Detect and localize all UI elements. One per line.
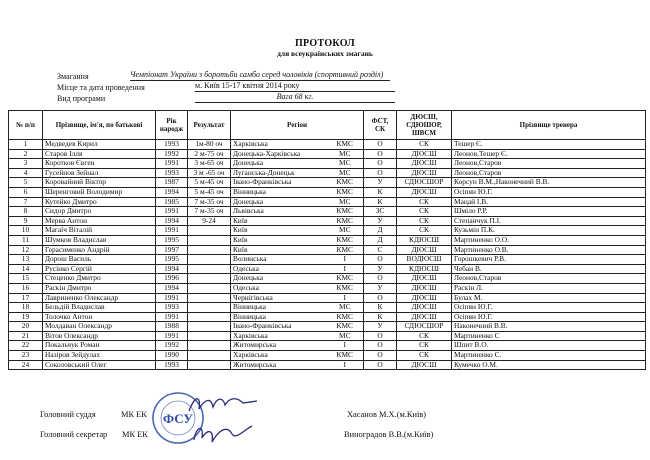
cell-school: СК	[397, 341, 452, 351]
cell-result	[188, 331, 231, 341]
cell-year: 1996	[156, 274, 188, 284]
cell-name: Стеценко Дмитро	[43, 274, 156, 284]
table-row	[9, 351, 646, 361]
cell-num: 5	[9, 178, 43, 188]
cell-num: 4	[9, 168, 43, 178]
cell-num: 3	[9, 159, 43, 169]
cell-rank: І	[327, 341, 364, 351]
cell-result: 5 м-45 оч	[188, 187, 231, 197]
cell-num: 1	[9, 140, 43, 150]
results-table	[8, 110, 646, 370]
cell-num: 16	[9, 283, 43, 293]
cell-region: Київ	[231, 216, 327, 226]
cell-year: 1988	[156, 322, 188, 332]
cell-year: 1991	[156, 312, 188, 322]
cell-coach: Наконечний В.В.	[452, 322, 646, 332]
cell-region: Донецька	[231, 159, 327, 169]
cell-result	[188, 322, 231, 332]
cell-name: Коровайний Віктор	[43, 178, 156, 188]
cell-fst: У	[364, 178, 397, 188]
cell-result	[188, 255, 231, 265]
table-row	[9, 187, 646, 197]
cell-school: ДЮСШ	[397, 303, 452, 313]
cell-region: Луганська-Донецьк	[231, 168, 327, 178]
cell-name: Герасименко Андрій	[43, 245, 156, 255]
cell-coach: Корсун В.М.,Наконечний В.В.	[452, 178, 646, 188]
cell-region: Харківська	[231, 331, 327, 341]
cell-fst: О	[364, 168, 397, 178]
cell-fst: О	[364, 360, 397, 370]
competition-label: Змагання	[57, 72, 89, 81]
cell-name: Лавриненко Олександр	[43, 293, 156, 303]
cell-fst: К	[364, 197, 397, 207]
judge-category: МК ЕК	[121, 410, 147, 419]
cell-rank: КМС	[327, 322, 364, 332]
secretary-category: МК ЕК	[122, 430, 148, 439]
cell-rank: МС	[327, 168, 364, 178]
cell-num: 24	[9, 360, 43, 370]
col-year: Рік народж	[156, 111, 188, 140]
col-coach: Прізвище тренера	[452, 111, 646, 140]
cell-year: 1995	[156, 235, 188, 245]
cell-school: ДЮСШ	[397, 168, 452, 178]
cell-rank: КМС	[327, 312, 364, 322]
cell-result: 7 м-35 оч	[188, 207, 231, 217]
cell-region: Донецька	[231, 197, 327, 207]
cell-result	[188, 226, 231, 236]
cell-name: Шеренговий Володимир	[43, 187, 156, 197]
cell-num: 9	[9, 216, 43, 226]
cell-result	[188, 235, 231, 245]
cell-school: ДЮСШ	[397, 283, 452, 293]
cell-result	[188, 351, 231, 361]
cell-school: СК	[397, 197, 452, 207]
cell-school: СК	[397, 140, 452, 150]
cell-school: СДЮСШОР	[397, 322, 452, 332]
cell-name: Сидор Дмитро	[43, 207, 156, 217]
cell-num: 2	[9, 149, 43, 159]
cell-fst: О	[364, 293, 397, 303]
cell-name: Толочко Антон	[43, 312, 156, 322]
cell-region: Харківська	[231, 140, 327, 150]
cell-school: СК	[397, 216, 452, 226]
cell-coach: Леонов,Тешер Є.	[452, 149, 646, 159]
cell-rank: КМС	[327, 207, 364, 217]
table-row	[9, 303, 646, 313]
cell-school: СК	[397, 207, 452, 217]
cell-result	[188, 312, 231, 322]
competition-value: Чемпіонат України з боротьби самбо серед чоловіків (спортивний розділ)	[130, 70, 390, 81]
cell-result: 7 м-35 оч	[188, 197, 231, 207]
cell-school: ДЮСШ	[397, 159, 452, 169]
judge-signature	[185, 393, 265, 419]
cell-year: 1992	[156, 149, 188, 159]
protocol-title: ПРОТОКОЛ	[294, 38, 356, 49]
cell-year: 1991	[156, 331, 188, 341]
cell-region: Вінницька	[231, 312, 327, 322]
cell-rank: КМС	[327, 140, 364, 150]
cell-num: 21	[9, 331, 43, 341]
cell-rank: І	[327, 360, 364, 370]
cell-region: Київ	[231, 245, 327, 255]
cell-num: 6	[9, 187, 43, 197]
cell-region: Донецька-Харківська	[231, 149, 327, 159]
cell-school: ДЮСШ	[397, 187, 452, 197]
col-region: Регіон	[231, 111, 364, 140]
cell-year: 1987	[156, 178, 188, 188]
cell-coach: Мартиненко С	[452, 331, 646, 341]
cell-coach: Леонов,Старов	[452, 168, 646, 178]
program-value: Вага 68 кг.	[195, 92, 395, 103]
cell-coach: Шміло Р.Р.	[452, 207, 646, 217]
cell-num: 11	[9, 235, 43, 245]
table-row	[9, 331, 646, 341]
cell-fst: У	[364, 264, 397, 274]
cell-school: СК	[397, 331, 452, 341]
stamp-text: ФСУ	[163, 411, 193, 426]
cell-num: 18	[9, 303, 43, 313]
cell-name: Раскін Дмитро	[43, 283, 156, 293]
cell-rank: І	[327, 264, 364, 274]
cell-school: ДЮСШ	[397, 312, 452, 322]
table-row	[9, 197, 646, 207]
cell-region: Одеська	[231, 283, 327, 293]
cell-coach: Леонов,Старов	[452, 159, 646, 169]
cell-school: СК	[397, 226, 452, 236]
cell-rank: КМС	[327, 178, 364, 188]
cell-region: Вінницька	[231, 187, 327, 197]
table-row	[9, 245, 646, 255]
cell-fst: Д	[364, 235, 397, 245]
cell-coach: Раскін Л.	[452, 283, 646, 293]
cell-num: 20	[9, 322, 43, 332]
table-row	[9, 322, 646, 332]
place-label: Місце та дата проведення	[57, 83, 145, 92]
cell-school: ВОДЮСШ	[397, 255, 452, 265]
table-row	[9, 216, 646, 226]
cell-year: 1994	[156, 264, 188, 274]
table-row	[9, 235, 646, 245]
cell-rank: КМС	[327, 245, 364, 255]
cell-school: СК	[397, 351, 452, 361]
cell-rank: МС	[327, 149, 364, 159]
cell-fst: ЗС	[364, 207, 397, 217]
cell-year: 1993	[156, 360, 188, 370]
table-row	[9, 149, 646, 159]
table-row	[9, 341, 646, 351]
cell-fst: У	[364, 216, 397, 226]
judge-label: Головний суддя	[40, 410, 96, 419]
cell-result: 5 м-45 оч	[188, 178, 231, 188]
cell-coach: Мартиненко О.В.	[452, 245, 646, 255]
cell-rank: КМС	[327, 274, 364, 284]
cell-rank: МС	[327, 159, 364, 169]
cell-coach: Тешер Є.	[452, 140, 646, 150]
col-fst: ФСТ, СК	[364, 111, 397, 140]
table-row	[9, 159, 646, 169]
cell-year: 1991	[156, 293, 188, 303]
cell-region: Вінницька	[231, 303, 327, 313]
table-row	[9, 207, 646, 217]
cell-school: ДЮСШ	[397, 293, 452, 303]
cell-result	[188, 341, 231, 351]
cell-region: Житомирська	[231, 341, 327, 351]
judge-name: Хасанов М.Х.(м.Київ)	[347, 410, 427, 419]
cell-result	[188, 360, 231, 370]
cell-school: КДЮСШ	[397, 264, 452, 274]
col-result: Результат	[188, 111, 231, 140]
cell-coach: Горошкевич Р.В.	[452, 255, 646, 265]
cell-year: 1985	[156, 197, 188, 207]
cell-coach: Осіпян Ю.Г.	[452, 312, 646, 322]
cell-region: Львівська	[231, 207, 327, 217]
cell-name: Кутейко Дмитро	[43, 197, 156, 207]
secretary-label: Головний секретар	[40, 430, 108, 439]
cell-num: 13	[9, 255, 43, 265]
table-row	[9, 312, 646, 322]
cell-year: 1993	[156, 140, 188, 150]
cell-school: ДЮСШ	[397, 274, 452, 284]
table-row	[9, 255, 646, 265]
cell-rank: МС	[327, 197, 364, 207]
cell-name: Старов Ілля	[43, 149, 156, 159]
cell-region: Харківська	[231, 351, 327, 361]
cell-fst: У	[364, 283, 397, 293]
cell-rank: І	[327, 255, 364, 265]
cell-year: 1991	[156, 207, 188, 217]
cell-year: 1995	[156, 255, 188, 265]
cell-school: ДЮСШ	[397, 149, 452, 159]
cell-name: Бельдій Владислав	[43, 303, 156, 313]
cell-num: 17	[9, 293, 43, 303]
cell-fst: Д	[364, 226, 397, 236]
cell-coach: Мартиненко О.О.	[452, 235, 646, 245]
secretary-signature	[188, 420, 258, 448]
cell-fst: О	[364, 149, 397, 159]
cell-name: Шумков Владислав	[43, 235, 156, 245]
cell-result	[188, 293, 231, 303]
cell-rank: І	[327, 293, 364, 303]
cell-year: 1992	[156, 341, 188, 351]
cell-name: Мерва Антон	[43, 216, 156, 226]
protocol-subtitle: для всеукраїнських змагань	[277, 49, 373, 58]
cell-coach: Степанчук П.І.	[452, 216, 646, 226]
cell-fst: О	[364, 274, 397, 284]
cell-num: 12	[9, 245, 43, 255]
cell-result: 2 м-75 оч	[188, 149, 231, 159]
cell-fst: О	[364, 351, 397, 361]
cell-coach: Осіпян Ю.Г.	[452, 187, 646, 197]
cell-rank: МС	[327, 226, 364, 236]
cell-name: Магаїч Віталій	[43, 226, 156, 236]
cell-region: Волинська	[231, 255, 327, 265]
cell-fst: У	[364, 322, 397, 332]
cell-school: ДЮСШ	[397, 360, 452, 370]
cell-name: Гусейнов Зейнал	[43, 168, 156, 178]
table-row	[9, 264, 646, 274]
cell-year: 1990	[156, 351, 188, 361]
cell-rank: КМС	[327, 216, 364, 226]
cell-name: Назіров Зейдулах	[43, 351, 156, 361]
cell-region: Житомирська	[231, 360, 327, 370]
table-header-row	[9, 111, 646, 140]
cell-coach: Мартиненко С.	[452, 351, 646, 361]
cell-name: Покальчук Роман	[43, 341, 156, 351]
table-row	[9, 293, 646, 303]
cell-coach: Мацай І.В.	[452, 197, 646, 207]
cell-rank: МС	[327, 303, 364, 313]
cell-fst: К	[364, 187, 397, 197]
cell-coach: Осіпян Ю.Г.	[452, 303, 646, 313]
cell-num: 10	[9, 226, 43, 236]
cell-year: 1993	[156, 168, 188, 178]
cell-fst: О	[364, 331, 397, 341]
cell-name: Коротков Євген	[43, 159, 156, 169]
cell-region: Івано-Франківська	[231, 178, 327, 188]
cell-name: Дорош Василь	[43, 255, 156, 265]
table-row	[9, 140, 646, 150]
cell-coach: Чебан В.	[452, 264, 646, 274]
table-row	[9, 226, 646, 236]
cell-school: ДЮСШ	[397, 245, 452, 255]
program-label: Вид програми	[57, 94, 106, 103]
cell-result	[188, 283, 231, 293]
table-row	[9, 360, 646, 370]
cell-result	[188, 245, 231, 255]
cell-num: 22	[9, 341, 43, 351]
cell-name: Медведев Кирил	[43, 140, 156, 150]
cell-region: Київ	[231, 226, 327, 236]
cell-school: КДЮСШ	[397, 235, 452, 245]
cell-num: 23	[9, 351, 43, 361]
table-row	[9, 274, 646, 284]
cell-fst: О	[364, 140, 397, 150]
cell-year: 1993	[156, 303, 188, 313]
cell-fst: С	[364, 245, 397, 255]
cell-year: 1991	[156, 159, 188, 169]
cell-fst: К	[364, 312, 397, 322]
cell-year: 1994	[156, 216, 188, 226]
cell-num: 15	[9, 274, 43, 284]
cell-rank: КМС	[327, 187, 364, 197]
cell-num: 14	[9, 264, 43, 274]
cell-name: Вітов Олександр	[43, 331, 156, 341]
cell-result	[188, 303, 231, 313]
secretary-name: Виноградов В.В.(м.Київ)	[344, 430, 434, 439]
cell-result: 3 м-65 оч	[188, 159, 231, 169]
place-value: м. Київ 15-17 квітня 2014 року	[195, 81, 395, 92]
cell-coach: Леонов,Старов	[452, 274, 646, 284]
cell-result	[188, 264, 231, 274]
cell-rank: КМС	[327, 235, 364, 245]
cell-num: 7	[9, 197, 43, 207]
table-row	[9, 178, 646, 188]
cell-num: 19	[9, 312, 43, 322]
cell-name: Русінко Сергій	[43, 264, 156, 274]
cell-region: Донецька	[231, 274, 327, 284]
cell-result: 9-24	[188, 216, 231, 226]
cell-year: 1994	[156, 187, 188, 197]
cell-fst: О	[364, 255, 397, 265]
table-row	[9, 168, 646, 178]
col-school: ДЮСШ, СДЮШОР, ШВСМ	[397, 111, 452, 140]
cell-region: Івано-Франківська	[231, 322, 327, 332]
cell-school: СДЮСШОР	[397, 178, 452, 188]
cell-year: 1997	[156, 245, 188, 255]
cell-region: Київ	[231, 235, 327, 245]
cell-fst: К	[364, 303, 397, 313]
cell-rank: КМС	[327, 351, 364, 361]
cell-result: 1м-80 оч	[188, 140, 231, 150]
cell-result: 3 м -65 оч	[188, 168, 231, 178]
col-num: № п/п	[9, 111, 43, 140]
cell-coach: Кумечко О.М.	[452, 360, 646, 370]
cell-rank: КМС	[327, 283, 364, 293]
cell-result	[188, 274, 231, 284]
cell-rank: МС	[327, 331, 364, 341]
cell-year: 1994	[156, 283, 188, 293]
cell-coach: Шпит В.О.	[452, 341, 646, 351]
table-row	[9, 283, 646, 293]
cell-name: Молдаван Олександр	[43, 322, 156, 332]
cell-fst: О	[364, 341, 397, 351]
col-name: Прізвище, ім'я, по батькові	[43, 111, 156, 140]
cell-fst: О	[364, 159, 397, 169]
cell-region: Чернігівська	[231, 293, 327, 303]
cell-num: 8	[9, 207, 43, 217]
cell-name: Соколовський Олег	[43, 360, 156, 370]
cell-coach: Булах М.	[452, 293, 646, 303]
cell-year: 1991	[156, 226, 188, 236]
cell-coach: Кузьмін П.К.	[452, 226, 646, 236]
cell-region: Одеська	[231, 264, 327, 274]
